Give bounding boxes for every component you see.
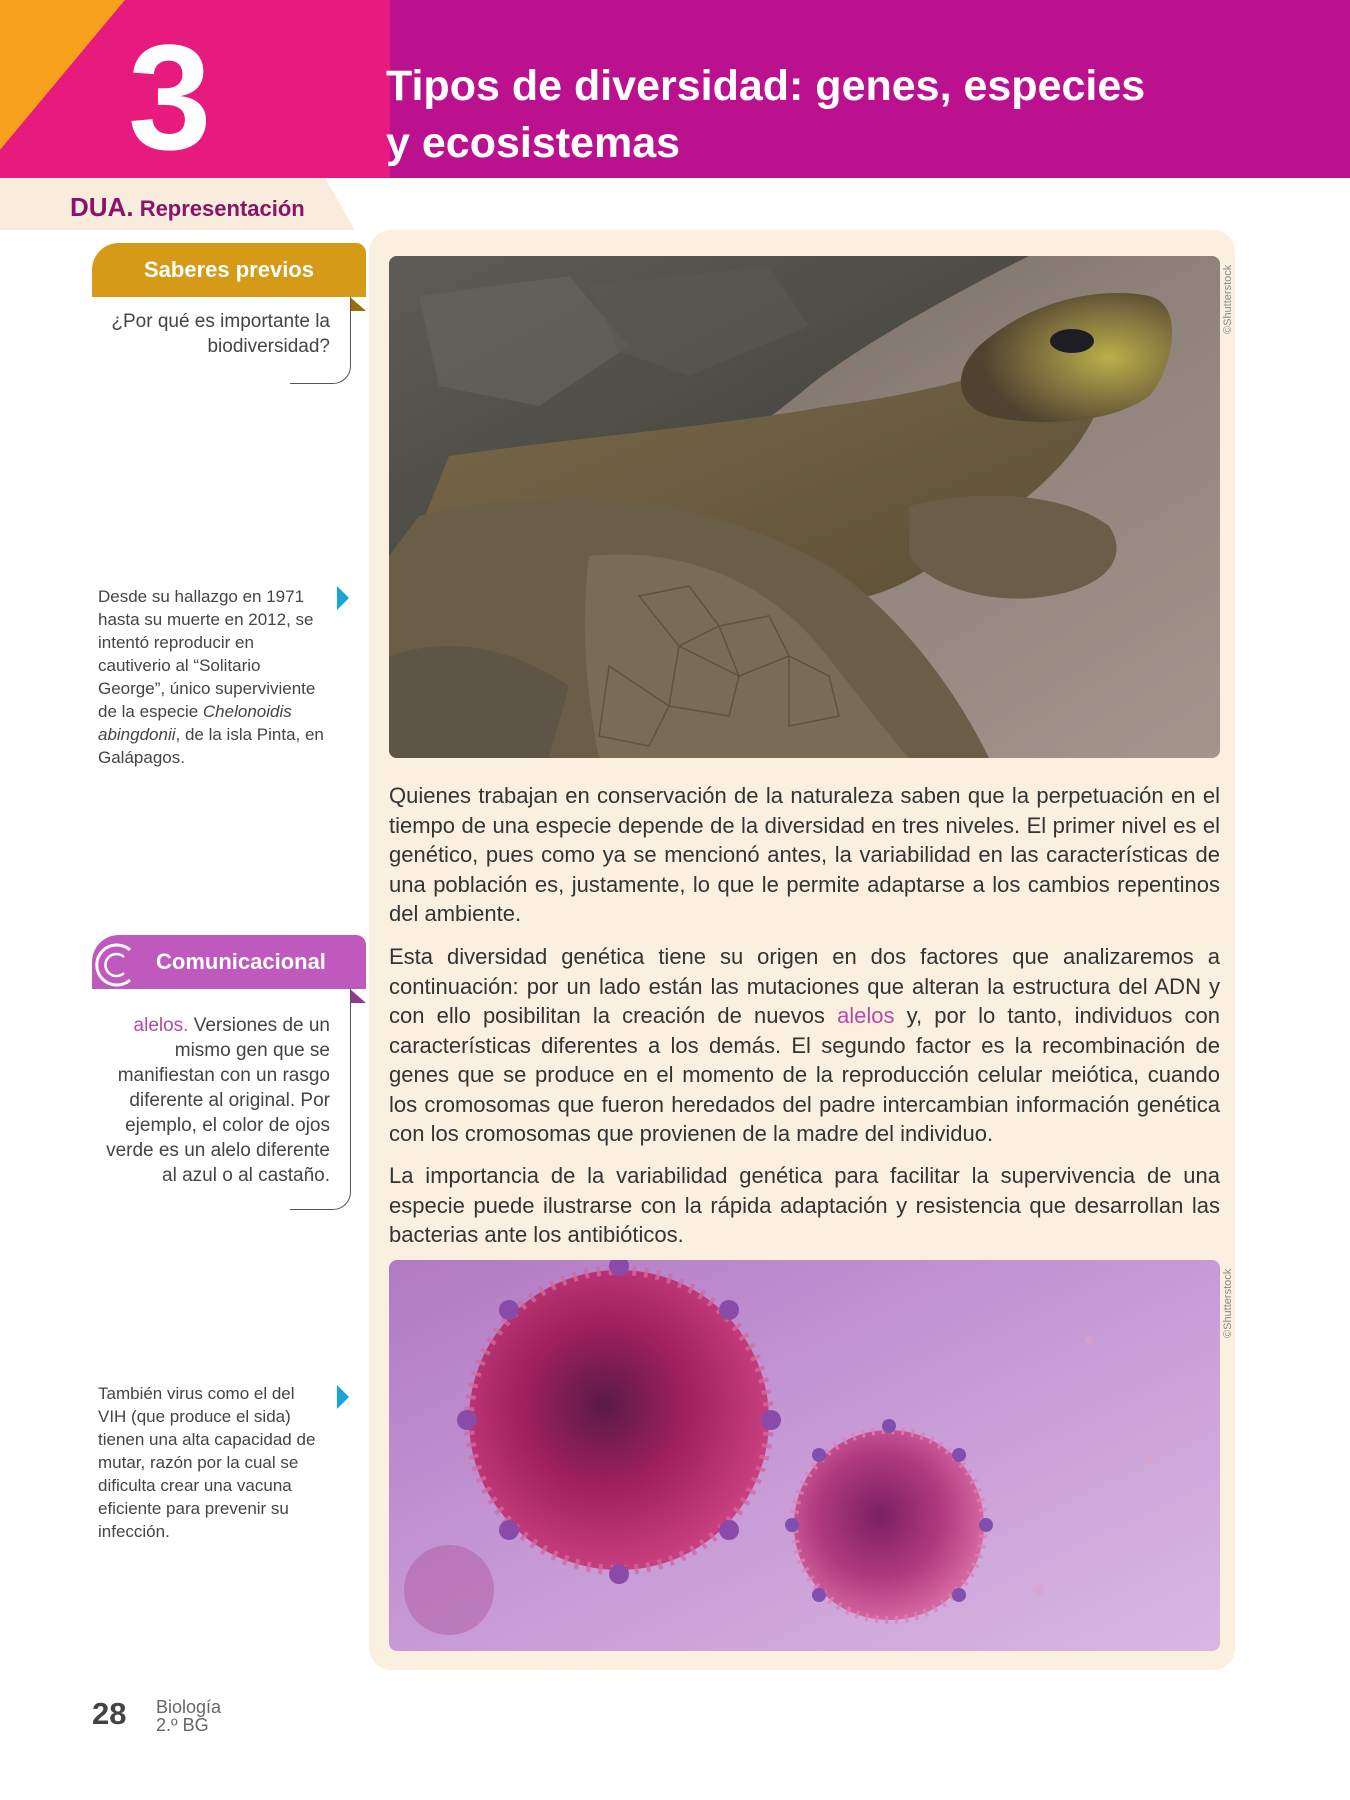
c-letter-icon: [92, 940, 136, 990]
chapter-number: 3: [128, 13, 212, 178]
body-paragraph-2-end: y, por lo tanto, individuos con características diferentes a los demás. El segundo factor es la recombinación de genes que se produce en el momento de la reproducción celular meiótica, cuando los cromosomas que fueron heredados del padre intercambian información genética con los cromosomas que provienen de la madre del individuo.: [389, 1003, 1220, 1146]
book-info: [156, 1698, 221, 1734]
glossary-definition-text: Versiones de un mismo gen que se manifiestan con un rasgo diferente al original. Por ejemplo, el color de ojos verde es un alelo diferente al azul o al castaño.: [106, 1015, 330, 1186]
body-paragraph-2-start: Esta diversidad genética tiene su origen en dos factores que analizaremos a continuación: por un lado están las mutaciones que alteran la estructura del ADN y con ello posibilitan la creación de nuevos: [389, 944, 1220, 1028]
turtle-caption: [98, 585, 326, 769]
body-paragraph-3: La importancia de la variabilidad genética para facilitar la supervivencia de una especie puede ilustrarse con la rápida adaptación y resistencia que desarrollan las bacterias ante los antibióticos.: [389, 1163, 1220, 1247]
dua-representacion: Representación: [139, 196, 305, 221]
chapter-title: [386, 58, 1286, 172]
saberes-question: ¿Por qué es importante la biodiversidad?: [111, 311, 330, 357]
comunicacional-tab: Comunicacional: [92, 935, 366, 989]
book-subject: Biología: [156, 1697, 222, 1717]
glossary-definition: [92, 1013, 330, 1188]
turtle-species-name: Chelonoidis abingdonii: [98, 702, 292, 744]
giant-tortoise-photo: [389, 256, 1220, 758]
virus-illustration: [389, 1260, 1220, 1651]
chapter-title-line2: y ecosistemas: [386, 119, 681, 167]
turtle-caption-start: Desde su hallazgo en 1971 hasta su muerte en 2012, se intentó reproducir en cautiverio al “Solitario George”, único superviviente de la especie: [98, 587, 316, 721]
virus-image-credit: ©Shutterstock: [1222, 1268, 1234, 1338]
dua-label: [70, 192, 305, 223]
dua-prefix: DUA.: [70, 192, 134, 222]
turtle-caption-end: , de la isla Pinta, en Galápagos.: [98, 725, 324, 767]
book-grade: 2.º BG: [156, 1715, 209, 1735]
chapter-header: [0, 0, 1350, 178]
alelos-term: alelos: [837, 1003, 895, 1028]
triangle-right-icon: [337, 586, 349, 610]
saberes-previos-tab: Saberes previos: [92, 243, 366, 297]
triangle-right-icon: [337, 1385, 349, 1409]
body-paragraph-1: Quienes trabajan en conservación de la naturaleza saben que la perpetuación en el tiempo de una especie depende de la diversidad en tres niveles. El primer nivel es el genético, pues como ya se mencionó antes, la variabilidad en las características de una población es, justamente, lo que le permite adaptarse a los cambios repentinos del ambiente.: [389, 783, 1220, 926]
page-number: 28: [92, 1696, 127, 1731]
glossary-term: alelos.: [133, 1015, 189, 1036]
body-paragraph-2: [389, 942, 1220, 1149]
virus-caption: También virus como el del VIH (que produce el sida) tienen una alta capacidad de mutar, razón por la cual se dificulta crear una vacuna eficiente para prevenir su infección.: [98, 1384, 316, 1541]
chapter-title-line1: Tipos de diversidad: genes, especies: [386, 62, 1146, 110]
turtle-image-credit: ©Shutterstock: [1222, 264, 1234, 334]
